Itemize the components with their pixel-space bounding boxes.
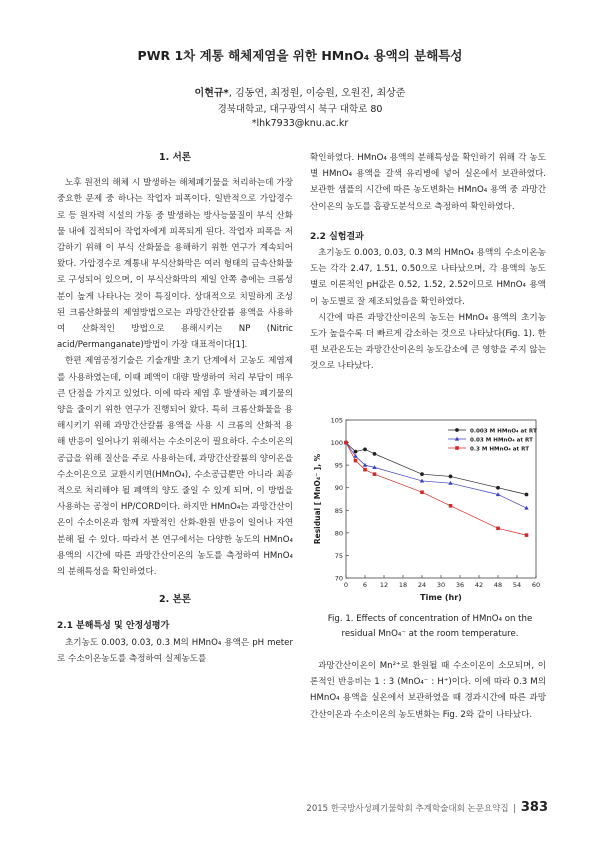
data-point xyxy=(354,459,358,463)
section-heading-body: 2. 본론 xyxy=(159,594,191,606)
figure-1-caption xyxy=(310,612,550,642)
left-column xyxy=(57,150,293,667)
right-column-bottom xyxy=(310,658,546,723)
page-number: 383 xyxy=(520,800,548,815)
y-tick-label: 95 xyxy=(334,461,343,470)
legend-label: 0.03 M HMnO₄ at RT xyxy=(470,437,533,444)
y-tick-label: 80 xyxy=(334,529,343,538)
data-point xyxy=(455,446,459,450)
x-tick-label: 42 xyxy=(474,581,484,589)
x-tick-label: 60 xyxy=(531,581,541,589)
data-point xyxy=(525,493,529,497)
co-authors: , 김동연, 최정원, 이승원, 오원진, 최상준 xyxy=(228,88,406,99)
y-tick-label: 100 xyxy=(330,439,343,448)
y-tick-label: 70 xyxy=(334,574,343,583)
y-tick-label: 75 xyxy=(334,551,343,560)
data-point xyxy=(373,472,377,476)
data-point xyxy=(455,428,459,432)
x-tick-label: 6 xyxy=(362,581,368,589)
footer-separator: | xyxy=(513,804,517,814)
data-point xyxy=(420,472,424,476)
body-paragraph-2-1: 초기농도 0.003, 0.03, 0.3 M의 HMnO₄ 용액은 pH meter로 수소이온농도를 측정하여 실제농도를 xyxy=(57,637,293,664)
results-paragraph-3: 과망간산이온이 Mn²⁺로 환원될 때 수소이온이 소모되며, 이론적인 반응비는 1 : 3 (MnO₄⁻ : H⁺)이다. 이에 따라 0.3 M의 HMnO₄ 용액을 실온에서 보관하였을 때 경과시간에 따른 과망간산이온과 수소이온의 농도변화는 Fig. 2와 같이 나타났다. xyxy=(310,661,546,720)
data-point xyxy=(496,527,500,531)
right-paragraph-1: 확인하였다. HMnO₄ 용액의 분해특성을 확인하기 위해 각 농도별 HMnO₄ 용액을 갈색 유리병에 넣어 실온에서 보관하였다. 보관한 샘플의 시간에 따른 농도변화는 HMnO₄ 용액 중 과망간산이온의 농도를 흡광도분석으로 측정하여 확인하였다. xyxy=(310,153,546,212)
x-tick-label: 18 xyxy=(398,581,408,589)
data-point xyxy=(449,504,453,508)
caption-line-2: residual MnO₄⁻ at the room temperature. xyxy=(341,629,519,639)
x-axis-label: Time (hr) xyxy=(420,593,462,602)
results-paragraph-1: 초기농도 0.003, 0.03, 0.3 M의 HMnO₄ 용액의 수소이온농도는 각각 2.47, 1.51, 0.50으로 나타났으며, 각 용액의 농도별로 이론적인 pH값은 0.52, 1.52, 2.52이므로 HMnO₄ 용액이 농도별로 잘 제조되었음을 확인하였다. xyxy=(310,248,546,307)
figure-1-chart xyxy=(310,408,550,610)
intro-paragraph-1: 노후 원전의 해체 시 발생하는 해체폐기물을 처리하는데 가장 중요한 문제 중 하나는 작업자 피폭이다. 일반적으로 가압경수로 등 원자력 시설의 가동 중 발생하는 방사능물질이 부식 산화물 내에 집적되어 작업자에게 피폭되게 된다. 작업자 피폭을 저감하기 위해 이 부식 산화물을 용해하기 위한 연구가 계속되어왔다. 가압경수로 계통내 부식산화막은 여러 형태의 금속산화물로 구성되어 있으며, 이 부식산화막의 제일 안쪽 층에는 크롬성분이 높게 나타나는 것이 특징이다. 상대적으로 치밀하게 조성된 크롬산화물의 제염방법으로는 과망간산칼륨 용액을 사용하여 산화적인 방법으로 용해시키는 NP (Nitric acid/Permanganate)방법이 가장 대표적이다[1]. xyxy=(57,178,293,351)
data-point xyxy=(525,533,529,537)
data-point xyxy=(363,468,367,472)
author-email: *lhk7933@knu.ac.kr xyxy=(251,118,349,129)
lead-author: 이현규* xyxy=(194,88,229,99)
footer xyxy=(306,800,548,815)
y-tick-label: 90 xyxy=(334,484,343,493)
data-point xyxy=(354,450,358,454)
intro-paragraph-2: 한편 제염공정기술은 기술개발 초기 단계에서 고농도 제염제를 사용하였는데, 이때 폐액이 대량 발생하여 처리 부담이 매우 큰 단점을 가지고 있었다. 이에 따라 제염 후 발생하는 폐기물의 양을 줄이기 위한 연구가 진행되어 왔다. 특히 크롬산화물을 용해시키기 위해 과망간산칼륨 용액을 사용 시 크롬의 산화적 용해 반응이 일어나기 위해서는 수소이온이 필요하다. 수소이온의 공급을 위해 질산을 주로 사용하는데, 과망간산칼륨의 양이온을 수소이온으로 교환시키면(HMnO₄), 수소공급뿐만 아니라 최종적으로 처리해야 될 폐액의 양도 줄일 수 있게 되며, 이 방법을 사용하는 공정이 HP/CORD이다. 하지만 HMnO₄는 과망간산이온이 수소이온과 함께 자발적인 산화-환원 반응이 일어나 자연분해 될 수 있다. 따라서 본 연구에서는 다양한 농도의 HMnO₄ 용액의 시간에 따른 과망간산이온의 농도를 측정하여 HMnO₄의 분해특성을 확인하였다. xyxy=(57,356,293,578)
results-paragraph-2: 시간에 따른 과망간산이온의 농도는 HMnO₄ 용액의 초기농도가 높을수록 더 빠르게 감소하는 것으로 나타났다(Fig. 1). 한편 보관온도는 과망간산이온의 농도감소에 큰 영향을 주지 않는 것으로 나타났다. xyxy=(310,312,546,372)
x-tick-label: 48 xyxy=(493,581,503,589)
paper-title: PWR 1차 계통 해체제염을 위한 HMnO₄ 용액의 분해특성 xyxy=(137,48,463,63)
x-tick-label: 54 xyxy=(512,581,522,589)
y-tick-label: 105 xyxy=(330,416,343,425)
legend-label: 0.003 M HMnO₄ at RT xyxy=(470,428,537,435)
y-tick-label: 85 xyxy=(334,506,343,515)
affiliation: 경북대학교, 대구광역시 북구 대학로 80 xyxy=(217,104,383,115)
x-tick-label: 12 xyxy=(379,581,389,589)
y-axis-label: Residual [ MnO₄⁻ ], % xyxy=(313,453,322,545)
data-point xyxy=(496,486,500,490)
x-tick-label: 36 xyxy=(455,581,465,589)
data-point xyxy=(373,452,377,456)
data-point xyxy=(344,441,348,445)
caption-line-1: Fig. 1. Effects of concentration of HMnO₄ on the xyxy=(327,614,533,624)
authors xyxy=(0,84,600,99)
subsection-heading-2-1: 2.1 분해특성 및 안정성평가 xyxy=(57,621,170,632)
section-heading-introduction: 1. 서론 xyxy=(159,152,191,163)
data-point xyxy=(363,447,367,451)
subsection-heading-2-2: 2.2 실험결과 xyxy=(310,231,364,242)
right-column xyxy=(310,150,546,375)
legend-label: 0.3 M HMnO₄ at RT xyxy=(470,446,530,453)
x-tick-label: 24 xyxy=(417,581,427,589)
x-tick-label: 0 xyxy=(343,581,349,589)
x-tick-label: 30 xyxy=(436,581,446,589)
data-point xyxy=(449,475,453,479)
data-point xyxy=(420,490,424,494)
footer-text: 2015 한국방사성폐기물학회 추계학술대회 논문요약집 xyxy=(306,804,509,814)
